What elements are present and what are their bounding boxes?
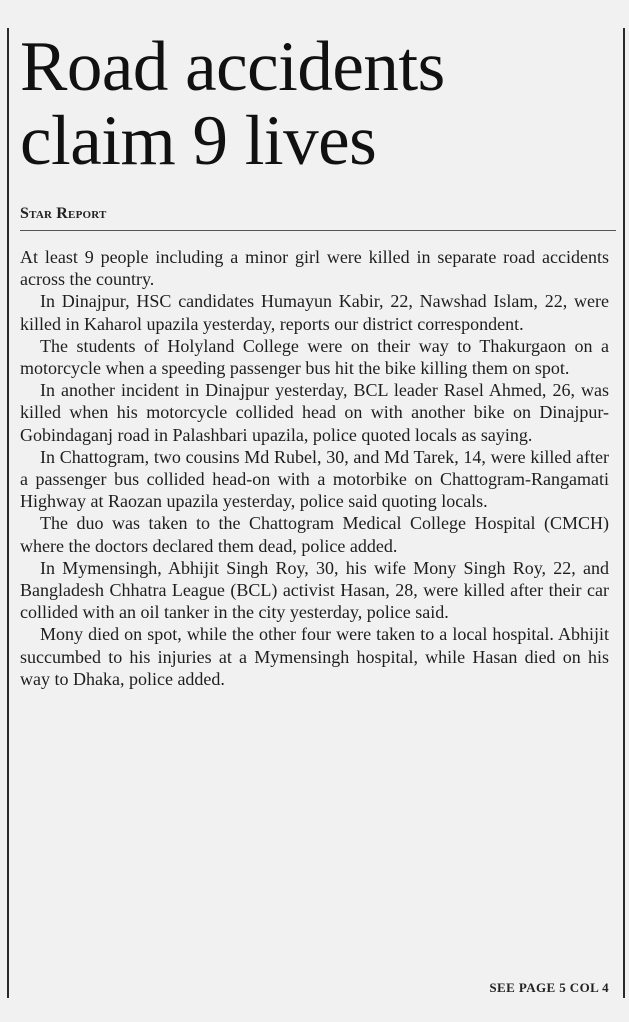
headline [20,30,620,178]
column-rule-right [623,28,625,998]
paragraph: In Dinajpur, HSC candidates Humayun Kabir, 22, Nawshad Islam, 22, were killed in Kaharol upazila yesterday, reports our district correspondent. [20,291,609,334]
article-body [20,246,609,690]
paragraph: In another incident in Dinajpur yesterday, BCL leader Rasel Ahmed, 26, was killed when his motorcycle collided head on with another bike on Dinajpur-Gobindaganj road in Palashbari upazila, police quoted locals as saying. [20,380,609,445]
byline: Star Report [20,205,107,222]
column-rule-left [7,28,9,998]
byline-divider [20,230,616,231]
paragraph-intro: At least 9 people including a minor girl were killed in separate road accidents across the country. [20,247,609,290]
paragraph: Mony died on spot, while the other four were taken to a local hospital. Abhijit succumbed to his injuries at a Mymensingh hospital, while Hasan died on his way to Dhaka, police added. [20,624,609,689]
headline-line-2: claim 9 lives [20,102,377,180]
paragraph: The duo was taken to the Chattogram Medical College Hospital (CMCH) where the doctors declared them dead, police added. [20,513,609,556]
paragraph: In Mymensingh, Abhijit Singh Roy, 30, his wife Mony Singh Roy, 22, and Bangladesh Chhatra League (BCL) activist Hasan, 28, were killed after their car collided with an oil tanker in the city yesterday, police said. [20,557,609,623]
paragraph: In Chattogram, two cousins Md Rubel, 30, and Md Tarek, 14, were killed after a passenger bus collided head-on with a motorbike on Chattogram-Rangamati Highway at Raozan upazila yesterday, police said quoting locals. [20,446,609,512]
headline-line-1: Road accidents [20,28,445,106]
paragraph: The students of Holyland College were on their way to Thakurgaon on a motorcycle when a speeding passenger bus hit the bike killing them on spot. [20,335,609,379]
continuation-note: SEE PAGE 5 COL 4 [489,980,609,995]
